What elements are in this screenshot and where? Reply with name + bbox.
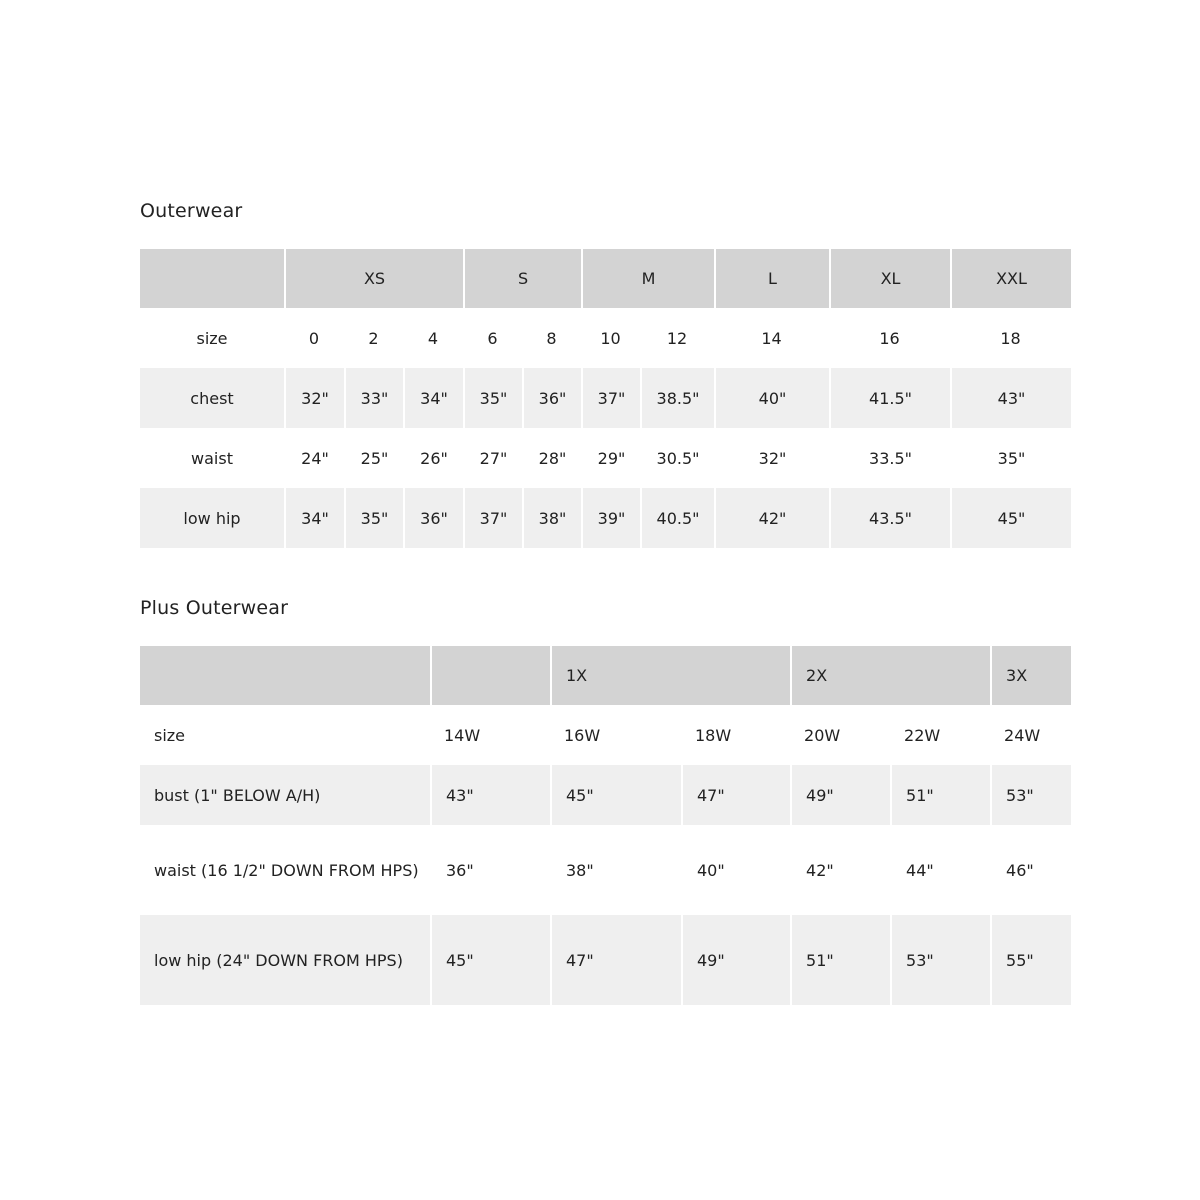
table-cell: 35" [950,428,1071,488]
table-cell: 24W [1004,725,1041,745]
row-label: waist [191,448,233,468]
table-row-low-hip [140,488,1071,548]
table-cell: 44" [890,825,990,915]
header-size-xl: XL [829,249,950,308]
table-cell: 35" [463,368,522,428]
plus-outerwear-size-table [140,646,1071,1005]
header-size-xs: XS [284,249,463,308]
table-cell: 43" [950,368,1071,428]
header-size-s: S [463,249,581,308]
plus-outerwear-title: Plus Outerwear [140,597,289,619]
table-cell: 55" [990,915,1071,1005]
table-row-bust [140,765,1071,825]
table-cell: 47" [550,915,681,1005]
table-cell: 53" [990,765,1071,825]
header-blank-cell [140,249,284,308]
table-cell: 24" [284,428,344,488]
table-cell: 33.5" [829,428,950,488]
table-cell: 51" [790,915,890,1005]
table-cell: 40.5" [640,488,714,548]
row-label: size [154,725,186,745]
table-cell: 34" [284,488,344,548]
table-cell: 37" [463,488,522,548]
size-group-header-row [140,249,1071,308]
table-cell: 26" [403,428,463,488]
table-row-waist [140,825,1071,915]
table-cell: 10 [600,328,621,348]
table-cell: 36" [430,825,550,915]
table-cell: 4 [427,328,439,348]
outerwear-title: Outerwear [140,200,243,222]
table-row-low-hip [140,915,1071,1005]
table-cell: 29" [581,428,640,488]
table-cell: 39" [581,488,640,548]
table-cell: 33" [344,368,403,428]
table-cell: 18W [695,725,732,745]
row-label: low hip (24" DOWN FROM HPS) [140,915,430,1005]
header-blank-cell [430,646,550,705]
table-cell: 14W [444,725,481,745]
table-cell: 32" [714,428,829,488]
outerwear-size-table [140,249,1071,548]
table-cell: 32" [284,368,344,428]
table-cell: 42" [790,825,890,915]
table-cell: 12 [666,328,688,348]
table-cell: 38" [522,488,581,548]
size-group-header-row [140,646,1071,705]
table-cell: 51" [890,765,990,825]
table-row-size [140,308,1071,368]
row-label: bust (1" BELOW A/H) [140,765,430,825]
table-cell: 16W [564,725,601,745]
table-cell: 38" [550,825,681,915]
table-cell: 27" [463,428,522,488]
table-cell: 43.5" [829,488,950,548]
table-cell: 53" [890,915,990,1005]
table-cell: 28" [522,428,581,488]
table-cell: 45" [430,915,550,1005]
header-size-3x: 3X [990,646,1071,705]
header-blank-cell [140,646,430,705]
table-cell: 49" [681,915,790,1005]
table-cell: 35" [344,488,403,548]
header-size-2x: 2X [790,646,990,705]
table-cell: 14 [761,328,782,348]
table-cell: 38.5" [640,368,714,428]
table-cell: 0 [308,328,320,348]
table-cell: 2 [368,328,379,348]
table-cell: 37" [581,368,640,428]
table-cell: 25" [344,428,403,488]
table-cell: 20W [804,725,841,745]
table-cell: 41.5" [829,368,950,428]
table-cell: 18 [1000,328,1021,348]
header-size-l: L [714,249,829,308]
table-cell: 42" [714,488,829,548]
table-row-chest [140,368,1071,428]
table-cell: 47" [681,765,790,825]
row-label: chest [140,368,284,428]
table-cell: 8 [546,328,557,348]
table-cell: 34" [403,368,463,428]
table-cell: 30.5" [640,428,714,488]
table-cell: 49" [790,765,890,825]
table-cell: 45" [950,488,1071,548]
table-cell: 16 [879,328,900,348]
table-cell: 40" [714,368,829,428]
table-cell: 36" [403,488,463,548]
header-size-xxl: XXL [950,249,1071,308]
header-size-m: M [581,249,714,308]
row-label: size [196,328,228,348]
table-row-size [140,705,1071,765]
table-cell: 46" [990,825,1071,915]
table-cell: 45" [550,765,681,825]
row-label: low hip [140,488,284,548]
table-cell: 36" [522,368,581,428]
table-row-waist [140,428,1071,488]
row-label: waist (16 1/2" DOWN FROM HPS) [154,860,419,880]
table-cell: 6 [487,328,498,348]
table-cell: 43" [430,765,550,825]
table-cell: 40" [681,825,790,915]
table-cell: 22W [904,725,941,745]
header-size-1x: 1X [550,646,790,705]
